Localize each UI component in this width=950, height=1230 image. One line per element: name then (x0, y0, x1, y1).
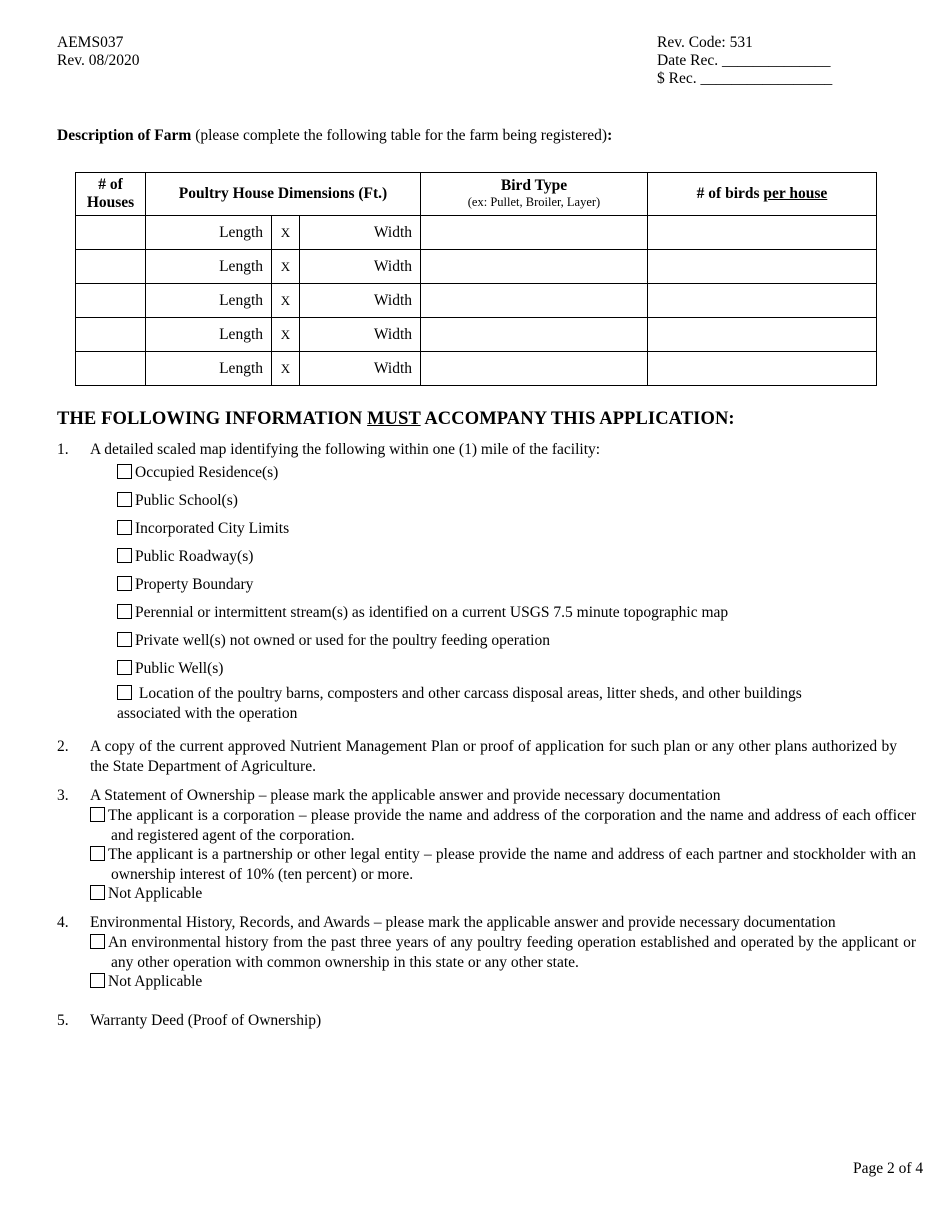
item-text: A detailed scaled map identifying the following within one (1) mile of the facility: (90, 441, 601, 458)
map-checklist-item[interactable] (117, 632, 550, 650)
map-checklist-item[interactable] (117, 520, 289, 538)
length-cell[interactable]: Length (146, 250, 272, 284)
checkbox[interactable] (90, 846, 105, 861)
width-cell[interactable]: Width (300, 352, 421, 386)
form-code: AEMS037 (57, 34, 124, 51)
checkbox-label: Occupied Residence(s) (135, 464, 279, 481)
amount-received-field[interactable]: $ Rec. _________________ (657, 70, 833, 87)
birds-count-cell[interactable] (648, 352, 877, 386)
birds-count-cell[interactable] (648, 284, 877, 318)
section-title-before: THE FOLLOWING INFORMATION (57, 409, 368, 429)
map-checklist-item[interactable] (117, 604, 728, 622)
times-cell: X (272, 352, 300, 386)
length-cell[interactable]: Length (146, 284, 272, 318)
farm-table-header-row (76, 173, 877, 216)
farm-description-colon: : (607, 127, 613, 144)
bird-type-example: (ex: Pullet, Broiler, Layer) (467, 195, 601, 209)
map-checklist-item[interactable] (117, 576, 253, 594)
ownership-option-not-applicable[interactable] (90, 884, 895, 904)
item-text: Warranty Deed (Proof of Ownership) (90, 1012, 322, 1029)
item-number: 4. (57, 914, 69, 931)
birds-header-underlined: per house (763, 185, 828, 202)
checkbox-label: Perennial or intermittent stream(s) as identified on a current USGS 7.5 minute topographic map (135, 604, 729, 621)
birds-per-house-header (648, 173, 877, 216)
ownership-option-partnership[interactable] (90, 845, 916, 884)
item-text: Environmental History, Records, and Awards – please mark the applicable answer and provide necessary documentation (90, 914, 836, 931)
checkbox[interactable] (90, 934, 105, 949)
bird-type-cell[interactable] (421, 250, 648, 284)
table-row (76, 352, 877, 386)
width-cell[interactable]: Width (300, 250, 421, 284)
birds-count-cell[interactable] (648, 318, 877, 352)
checkbox[interactable] (90, 885, 105, 900)
map-checklist-item[interactable] (117, 684, 817, 724)
option-label: Not Applicable (108, 973, 203, 990)
map-checklist-item[interactable] (117, 548, 253, 566)
houses-cell[interactable] (76, 250, 146, 284)
ownership-option-corporation[interactable] (90, 806, 916, 845)
list-item-2 (57, 737, 897, 777)
checkbox-label: Location of the poultry barns, composters and other carcass disposal areas, litter sheds, and other buildings associated with the operation (117, 685, 802, 722)
farm-table (75, 172, 877, 386)
option-label: An environmental history from the past three years of any poultry feeding operation established and operated by the applicant or any other operation with common ownership in this state or any other state. (108, 934, 916, 971)
section-title-emphasis: MUST (367, 409, 421, 429)
checkbox[interactable] (90, 973, 105, 988)
bird-type-cell[interactable] (421, 216, 648, 250)
map-checklist-item[interactable] (117, 492, 238, 510)
width-cell[interactable]: Width (300, 284, 421, 318)
environmental-history-option[interactable] (90, 933, 916, 972)
item-number: 5. (57, 1012, 69, 1029)
item-number: 2. (57, 738, 69, 755)
checkbox[interactable] (117, 632, 132, 647)
bird-type-cell[interactable] (421, 284, 648, 318)
checkbox[interactable] (117, 660, 132, 675)
length-cell[interactable]: Length (146, 318, 272, 352)
dimensions-header-cell (146, 173, 421, 216)
environmental-not-applicable-option[interactable] (90, 972, 895, 992)
map-checklist-item[interactable] (117, 660, 223, 678)
checkbox[interactable] (117, 685, 132, 700)
bird-type-cell[interactable] (421, 318, 648, 352)
date-received-field[interactable]: Date Rec. ______________ (657, 52, 831, 69)
length-cell[interactable]: Length (146, 216, 272, 250)
checkbox-label: Private well(s) not owned or used for the poultry feeding operation (135, 632, 550, 649)
item-text: A copy of the current approved Nutrient Management Plan or proof of application for such plan or any other plans authorized by the State Department of Agriculture. (90, 738, 897, 775)
checkbox[interactable] (90, 807, 105, 822)
table-row (76, 318, 877, 352)
option-label: The applicant is a corporation – please provide the name and address of the corporation and the name and address of each officer and registered agent of the corporation. (108, 807, 916, 844)
farm-description-text: (please complete the following table for the farm being registered) (191, 127, 608, 144)
houses-cell[interactable] (76, 284, 146, 318)
times-cell: X (272, 216, 300, 250)
times-cell: X (272, 250, 300, 284)
checkbox-label: Public School(s) (135, 492, 238, 509)
checkbox[interactable] (117, 520, 132, 535)
checkbox[interactable] (117, 464, 132, 479)
width-cell[interactable]: Width (300, 216, 421, 250)
checkbox[interactable] (117, 548, 132, 563)
houses-cell[interactable] (76, 216, 146, 250)
rev-code: Rev. Code: 531 (657, 34, 753, 51)
table-row (76, 284, 877, 318)
times-cell: X (272, 284, 300, 318)
birds-count-cell[interactable] (648, 216, 877, 250)
form-revision: Rev. 08/2020 (57, 52, 140, 69)
table-row (76, 250, 877, 284)
section-title (57, 409, 735, 430)
table-row (76, 216, 877, 250)
map-checklist-item[interactable] (117, 464, 278, 482)
item-text: A Statement of Ownership – please mark the applicable answer and provide necessary documentation (90, 787, 721, 804)
page-number: Page 2 of 4 (853, 1160, 924, 1177)
bird-type-header (421, 173, 648, 216)
bird-type-cell[interactable] (421, 352, 648, 386)
length-cell[interactable]: Length (146, 352, 272, 386)
birds-count-cell[interactable] (648, 250, 877, 284)
option-label: The applicant is a partnership or other legal entity – please provide the name and address of each partner and stockholder with an ownership interest of 10% (ten percent) or more. (108, 846, 916, 883)
checkbox[interactable] (117, 576, 132, 591)
section-title-after: ACCOMPANY THIS APPLICATION: (420, 409, 735, 429)
checkbox[interactable] (117, 604, 132, 619)
item-number: 3. (57, 787, 69, 804)
checkbox-label: Property Boundary (135, 576, 254, 593)
houses-cell[interactable] (76, 352, 146, 386)
houses-header: # of Houses (76, 173, 146, 216)
dimensions-header-label: Poultry House Dimensions (Ft.) (178, 185, 388, 202)
checkbox[interactable] (117, 492, 132, 507)
option-label: Not Applicable (108, 885, 203, 902)
farm-description-instruction (57, 127, 612, 145)
farm-description-label: Description of Farm (57, 127, 192, 144)
checkbox-label: Public Well(s) (135, 660, 224, 677)
office-use-block (657, 34, 832, 88)
checkbox-label: Incorporated City Limits (135, 520, 290, 537)
width-cell[interactable]: Width (300, 318, 421, 352)
bird-type-header-label: Bird Type (500, 177, 568, 194)
item-number: 1. (57, 441, 69, 458)
checkbox-label: Public Roadway(s) (135, 548, 254, 565)
houses-cell[interactable] (76, 318, 146, 352)
birds-header-prefix: # of birds (696, 185, 764, 202)
times-cell: X (272, 318, 300, 352)
form-header-left (57, 34, 140, 70)
